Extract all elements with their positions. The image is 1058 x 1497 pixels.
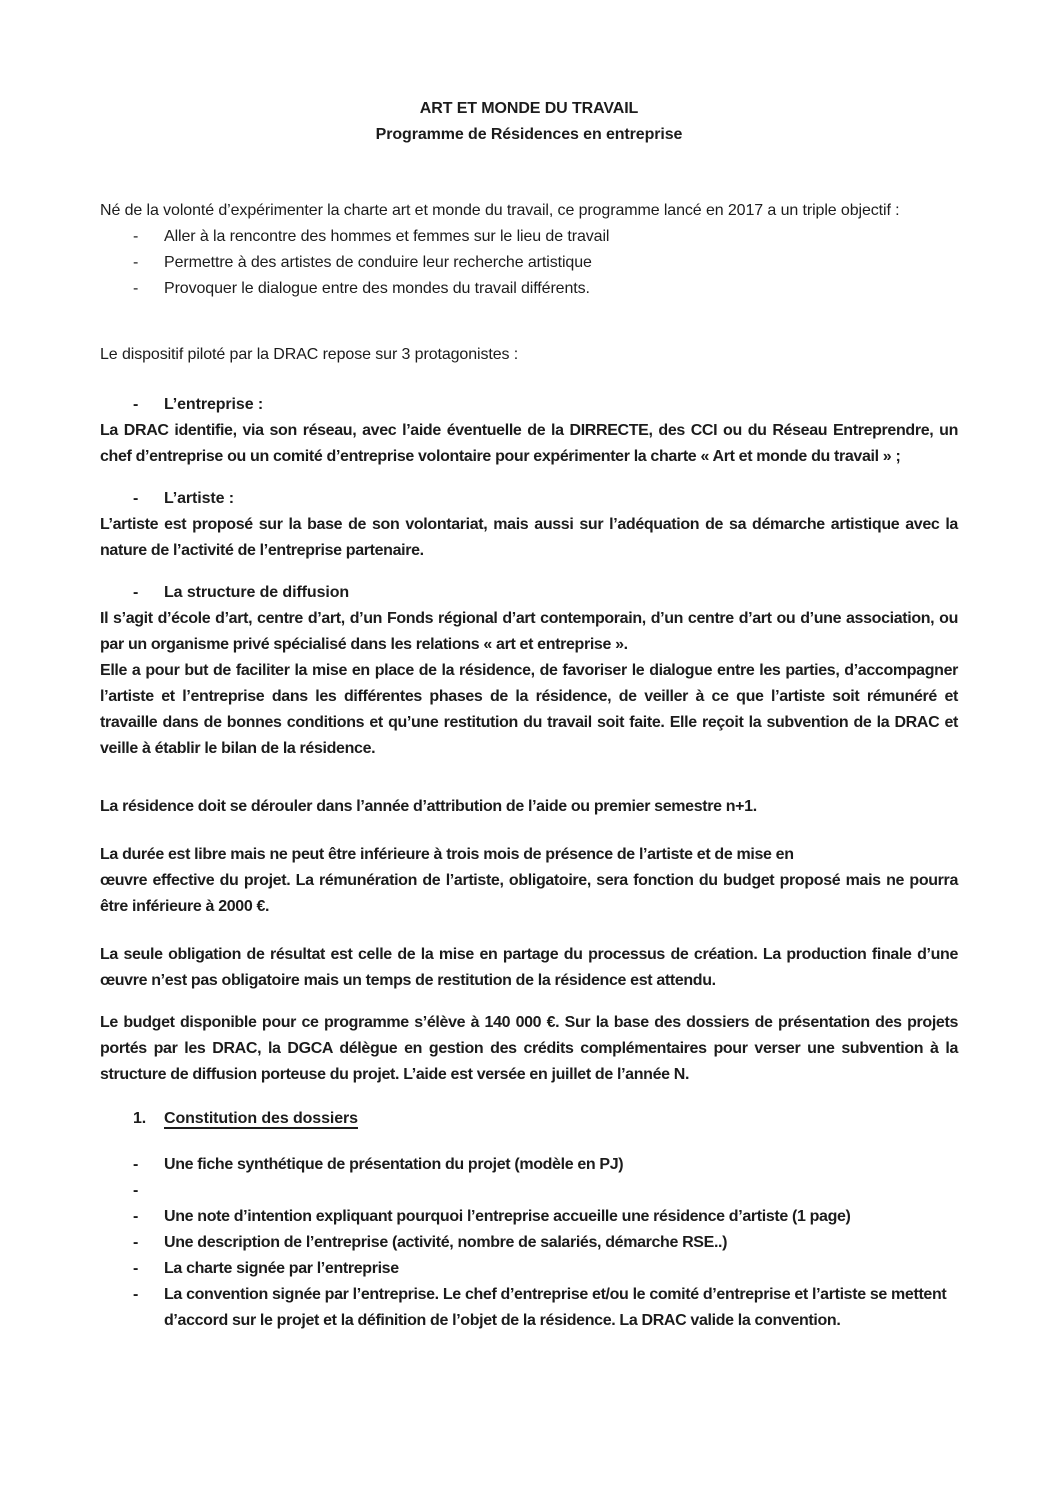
intro-paragraph: Né de la volonté d’expérimenter la charte art et monde du travail, ce programme lancé en 2017 a un triple objectif : xyxy=(100,202,900,219)
protagonist-label-structure xyxy=(100,580,958,606)
protagonist-label-text: La structure de diffusion xyxy=(164,584,350,601)
dossier-item-text: La convention signée par l’entreprise. Le chef d’entreprise et/ou le comité d’entreprise et l’artiste se mettent d’accord sur le projet et la définition de l’objet de la résidence. La DRAC valide la convention. xyxy=(164,1286,947,1329)
protagonist-body-structure: Il s’agit d’école d’art, centre d’art, d’un Fonds régional d’art contemporain, d’un centre d’art ou d’une association, ou par un organisme privé spécialisé dans les relations « art et entreprise ». xyxy=(100,610,958,653)
objectives-list xyxy=(100,224,958,302)
dash-bullet: - xyxy=(133,280,139,297)
objective-text: Provoquer le dialogue entre des mondes du travail différents. xyxy=(164,280,590,297)
dash-bullet: - xyxy=(133,228,139,245)
dossier-item-text: Une fiche synthétique de présentation du projet (modèle en PJ) xyxy=(164,1156,624,1173)
dossier-item-text: La charte signée par l’entreprise xyxy=(164,1260,399,1277)
dispositif-lead: Le dispositif piloté par la DRAC repose sur 3 protagonistes : xyxy=(100,346,519,363)
dossier-item-text xyxy=(164,1178,958,1204)
protagonist-body-entreprise: La DRAC identifie, via son réseau, avec l’aide éventuelle de la DIRRECTE, des CCI ou du Réseau Entreprendre, un chef d’entreprise ou un comité d’entreprise volontaire pour expérimenter la charte « Art et monde du travail » ; xyxy=(100,422,958,465)
list-item xyxy=(100,1230,958,1256)
dash-bullet: - xyxy=(133,396,139,413)
list-item xyxy=(100,1256,958,1282)
dash-bullet: - xyxy=(133,1156,138,1173)
obligation-paragraph: La seule obligation de résultat est celle de la mise en partage du processus de création. La production finale d’une œuvre n’est pas obligatoire mais un temps de restitution de la résidence est attendu. xyxy=(100,946,958,989)
duree-paragraph xyxy=(100,842,958,920)
objective-text: Aller à la rencontre des hommes et femmes sur le lieu de travail xyxy=(164,228,610,245)
protagonist-label-text: L’artiste : xyxy=(164,490,235,507)
dash-bullet: - xyxy=(133,1286,138,1303)
dash-bullet: - xyxy=(133,1182,138,1199)
list-item xyxy=(100,224,958,250)
list-item xyxy=(100,1204,958,1230)
dash-bullet: - xyxy=(133,1260,138,1277)
residence-paragraph: La résidence doit se dérouler dans l’année d’attribution de l’aide ou premier semestre n+1. xyxy=(100,798,757,815)
duree-rest: œuvre effective du projet. La rémunération de l’artiste, obligatoire, sera fonction du budget proposé mais ne pourra être inférieure à 2000 €. xyxy=(100,872,958,915)
dossier-items-list xyxy=(100,1152,958,1334)
budget-paragraph: Le budget disponible pour ce programme s’élève à 140 000 €. Sur la base des dossiers de présentation des projets portés par les DRAC, la DGCA délègue en gestion des crédits complémentaires pour verser une subvention à la structure de diffusion porteuse du projet. L’aide est versée en juillet de l’année N. xyxy=(100,1014,958,1083)
list-item xyxy=(100,1282,958,1334)
protagonist-body-structure-role: Elle a pour but de faciliter la mise en place de la résidence, de favoriser le dialogue entre les parties, d’accompagner l’artiste et l’entreprise dans les différentes phases de la résidence, de veiller à ce que l’artiste soit rémunéré et travaille dans de bonnes conditions et qu’une restitution du travail soit faite. Elle reçoit la subvention de la DRAC et veille à établir le bilan de la résidence. xyxy=(100,662,958,757)
dash-bullet: - xyxy=(133,584,139,601)
protagonist-label-text: L’entreprise : xyxy=(164,396,264,413)
protagonist-label-artiste xyxy=(100,486,958,512)
section-1-heading xyxy=(100,1106,958,1132)
dash-bullet: - xyxy=(133,490,139,507)
dash-bullet: - xyxy=(133,254,139,271)
protagonist-body-artiste: L’artiste est proposé sur la base de son volontariat, mais aussi sur l’adéquation de sa démarche artistique avec la nature de l’activité de l’entreprise partenaire. xyxy=(100,516,958,559)
protagonist-label-entreprise xyxy=(100,392,958,418)
dossier-item-text: Une note d’intention expliquant pourquoi l’entreprise accueille une résidence d’artiste (1 page) xyxy=(164,1208,851,1225)
list-item-empty xyxy=(100,1178,958,1204)
list-item xyxy=(100,250,958,276)
objective-text: Permettre à des artistes de conduire leur recherche artistique xyxy=(164,254,592,271)
section-number: 1. xyxy=(133,1110,147,1127)
dash-bullet: - xyxy=(133,1234,138,1251)
section-title: Constitution des dossiers xyxy=(164,1110,358,1127)
list-item xyxy=(100,276,958,302)
dossier-item-text: Une description de l’entreprise (activité, nombre de salariés, démarche RSE..) xyxy=(164,1234,728,1251)
document-title: ART ET MONDE DU TRAVAIL xyxy=(419,100,639,117)
document-subtitle: Programme de Résidences en entreprise xyxy=(375,126,683,143)
list-item xyxy=(100,1152,958,1178)
dash-bullet: - xyxy=(133,1208,138,1225)
document-header xyxy=(100,96,958,148)
duree-line-1: La durée est libre mais ne peut être inférieure à trois mois de présence de l’artiste et de mise en xyxy=(100,846,794,863)
